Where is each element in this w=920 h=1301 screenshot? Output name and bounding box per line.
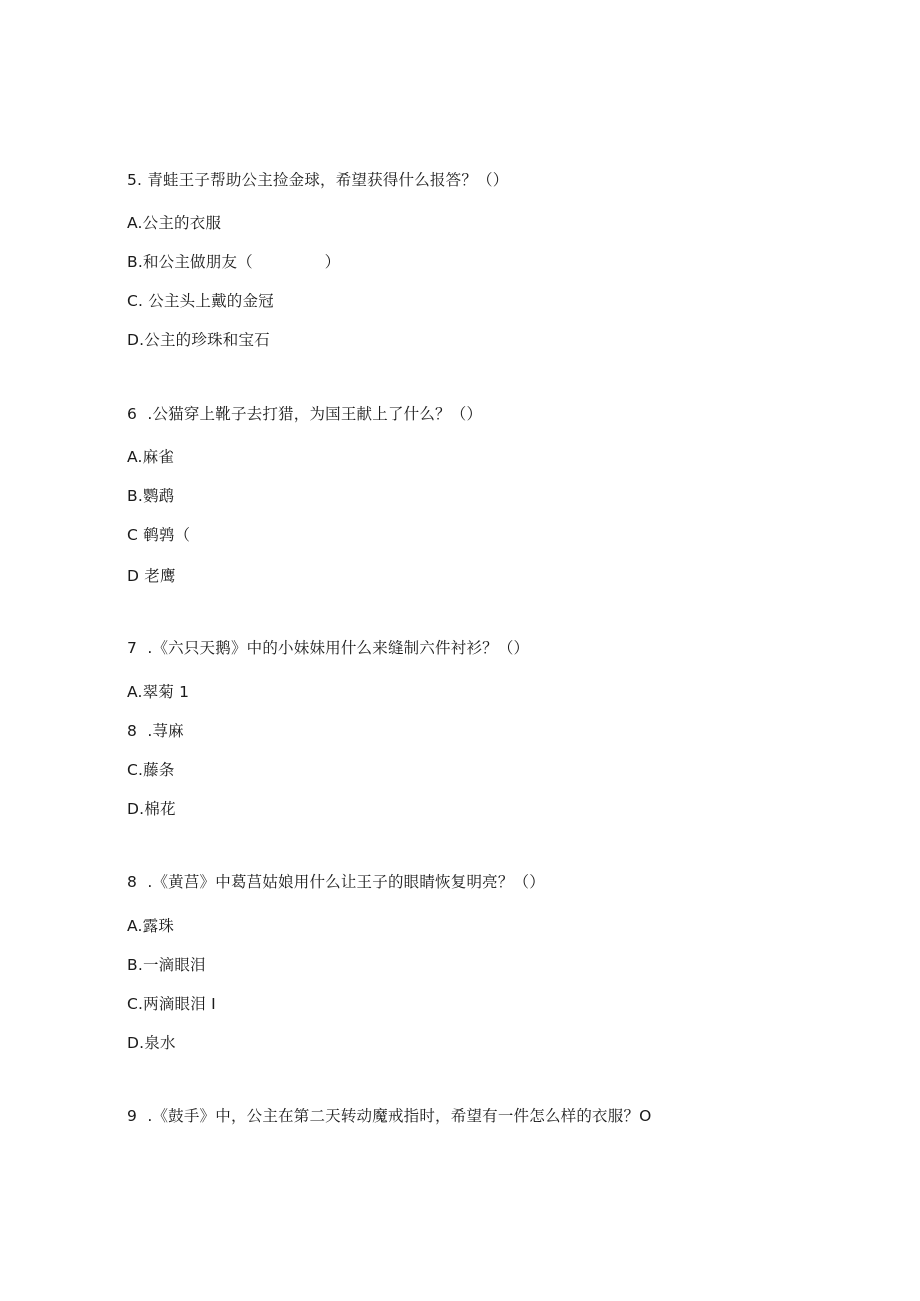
question-7-option-c: C.藤条 <box>127 761 175 779</box>
question-6-option-b: B.鹦鹉 <box>127 487 175 505</box>
question-8-stem: 8 .《黄莒》中葛莒姑娘用什么让王子的眼睛恢复明亮？（） <box>127 873 545 891</box>
question-7-option-d: D.棉花 <box>127 800 176 818</box>
question-6-option-c: C 鹌鹑（ <box>127 526 191 544</box>
question-8-option-b: B.一滴眼泪 <box>127 956 206 974</box>
question-5-option-d: D.公主的珍珠和宝石 <box>127 331 270 349</box>
question-8-option-d: D.泉水 <box>127 1034 176 1052</box>
question-6-option-a: A.麻雀 <box>127 448 175 466</box>
question-6-stem: 6 .公猫穿上靴子去打猎，为国王献上了什么？（） <box>127 405 483 423</box>
question-5-option-c: C. 公主头上戴的金冠 <box>127 292 274 310</box>
question-5-option-b: B.和公主做朋友（ ） <box>127 253 341 271</box>
question-7-option-a: A.翠菊 1 <box>127 683 190 701</box>
question-9-stem: 9 .《鼓手》中，公主在第二天转动魔戒指时，希望有一件怎么样的衣服？O <box>127 1107 652 1125</box>
question-5-stem: 5. 青蛙王子帮助公主捡金球，希望获得什么报答？（） <box>127 171 509 189</box>
question-6-option-d: D 老鹰 <box>127 567 176 585</box>
question-8-option-a: A.露珠 <box>127 917 175 935</box>
question-7-option-b: 8 .荨麻 <box>127 722 184 740</box>
question-5-option-a: A.公主的衣服 <box>127 214 222 232</box>
question-7-stem: 7 .《六只天鹅》中的小妹妹用什么来缝制六件衬衫？（） <box>127 639 530 657</box>
question-8-option-c: C.两滴眼泪 I <box>127 995 216 1013</box>
